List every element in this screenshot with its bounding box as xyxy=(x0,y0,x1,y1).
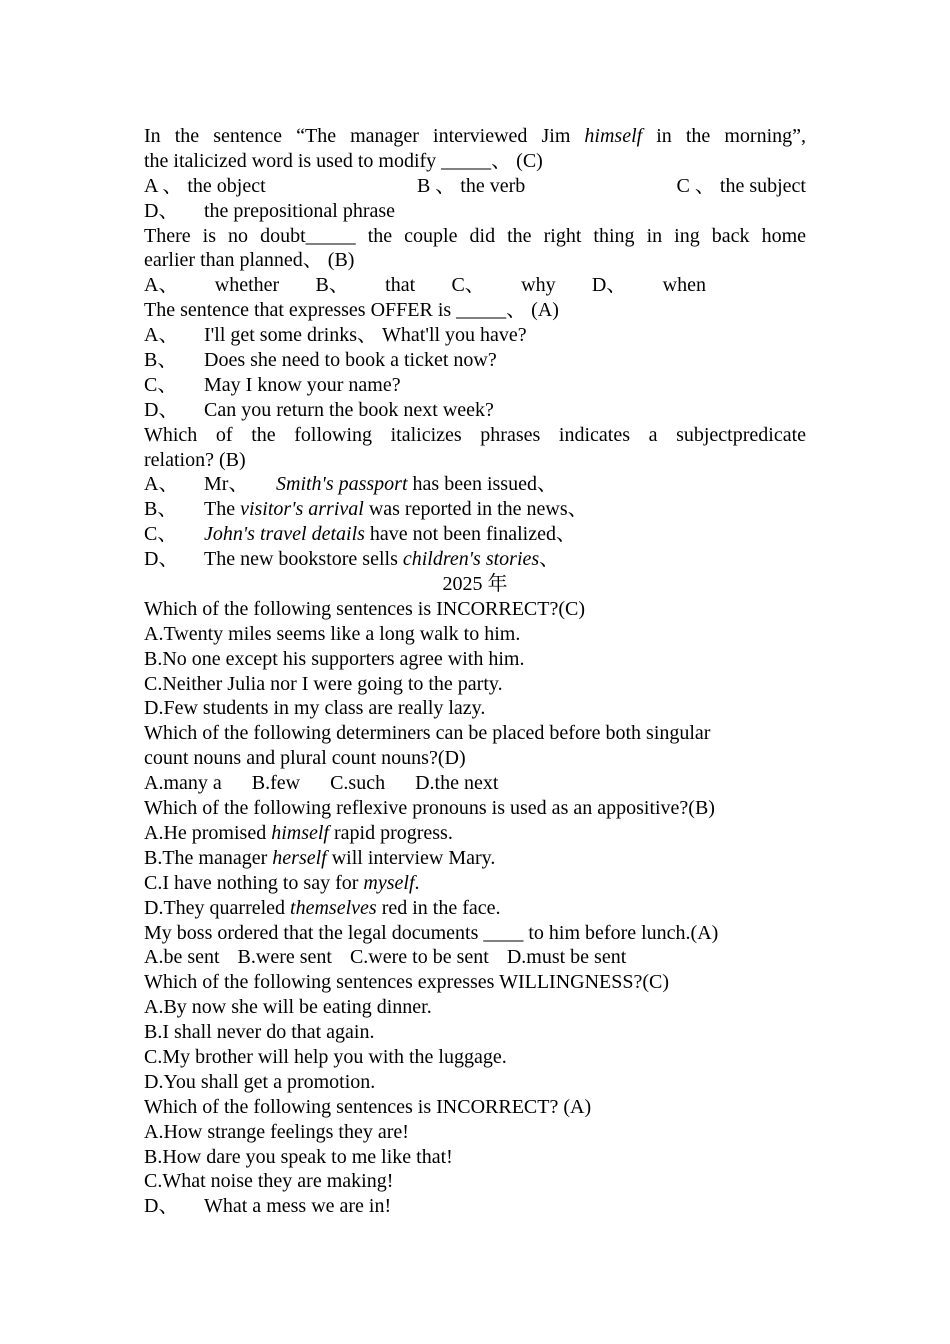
q9-option-c: C.My brother will help you with the luggage. xyxy=(144,1045,507,1068)
q3-option-b: B、 Does she need to book a ticket now? xyxy=(144,349,497,372)
q5-stem: Which of the following sentences is INCORRECT?(C) xyxy=(144,597,586,620)
q10-option-c: C.What noise they are making! xyxy=(144,1170,394,1193)
q7-option-c: C.I have nothing to say for myself. xyxy=(144,871,420,894)
q8-options: A.be sent B.were sent C.were to be sent D.must be sent xyxy=(144,946,627,969)
q9-option-b: B.I shall never do that again. xyxy=(144,1021,375,1044)
q2-option-d: when xyxy=(662,274,706,297)
q7-option-b: B.The manager herself will interview Mary. xyxy=(144,846,496,869)
q5-option-c: C.Neither Julia nor I were going to the party. xyxy=(144,672,503,695)
q2-label-a: A、 xyxy=(144,274,179,297)
q4-option-d: D、 The new bookstore sells children's stories、 xyxy=(144,548,560,571)
q1-stem-line2: the italicized word is used to modify _____、 (C) xyxy=(144,149,543,172)
q2-option-c: why xyxy=(521,274,556,297)
q1-stem-line1: In the sentence “The manager interviewed Jim himself in the morning”, xyxy=(144,125,806,147)
q5-option-b: B.No one except his supporters agree with him. xyxy=(144,647,525,670)
q1-option-d: D、 the prepositional phrase xyxy=(144,199,396,222)
q4-stem-line1: Which of the following italicizes phrases indicates a subjectpredicate xyxy=(144,423,806,446)
q6-stem-line2: count nouns and plural count nouns?(D) xyxy=(144,747,466,770)
q6-stem-line1: Which of the following determiners can be placed before both singular xyxy=(144,722,711,745)
q1-option-c: C 、 the subject xyxy=(676,174,806,197)
q5-option-a: A.Twenty miles seems like a long walk to him. xyxy=(144,622,521,645)
q2-label-c: C、 xyxy=(451,274,485,297)
q1-options xyxy=(144,174,806,199)
q2-label-b: B、 xyxy=(315,274,349,297)
q2-option-b: that xyxy=(385,274,416,297)
q3-stem: The sentence that expresses OFFER is _____、 (A) xyxy=(144,299,559,322)
q2-stem-line2: earlier than planned、 (B) xyxy=(144,249,355,272)
q1-option-a: A 、 the object xyxy=(144,174,266,197)
q5-option-d: D.Few students in my class are really lazy. xyxy=(144,697,486,720)
document-page xyxy=(144,124,806,1219)
q2-option-a: whether xyxy=(214,274,280,297)
q2-options xyxy=(144,273,706,298)
q9-stem: Which of the following sentences expresses WILLINGNESS?(C) xyxy=(144,971,670,994)
q4-option-b: B、 The visitor's arrival was reported in the news、 xyxy=(144,498,588,521)
q4-stem-line2: relation? (B) xyxy=(144,448,246,471)
q6-options: A.many a B.few C.such D.the next xyxy=(144,772,499,795)
q8-stem: My boss ordered that the legal documents ____ to him before lunch.(A) xyxy=(144,921,719,944)
q7-option-d: D.They quarreled themselves red in the face. xyxy=(144,896,501,919)
q9-option-a: A.By now she will be eating dinner. xyxy=(144,996,432,1019)
q7-stem: Which of the following reflexive pronouns is used as an appositive?(B) xyxy=(144,797,715,820)
q4-option-c: C、 John's travel details have not been finalized、 xyxy=(144,523,576,546)
q10-option-b: B.How dare you speak to me like that! xyxy=(144,1145,453,1168)
q3-option-a: A、 I'll get some drinks、 What'll you have? xyxy=(144,324,527,347)
year-heading: 2025 年 xyxy=(442,573,508,596)
q2-label-d: D、 xyxy=(591,274,627,297)
q4-option-a: A、 Mr、 Smith's passport has been issued、 xyxy=(144,473,557,496)
q2-stem-line1: There is no doubt_____ the couple did the right thing in ing back home xyxy=(144,224,806,247)
q10-option-d: D、 What a mess we are in! xyxy=(144,1195,392,1218)
q10-option-a: A.How strange feelings they are! xyxy=(144,1120,409,1143)
q10-stem: Which of the following sentences is INCORRECT? (A) xyxy=(144,1095,592,1118)
q1-option-b: B 、 the verb xyxy=(416,174,526,197)
q9-option-d: D.You shall get a promotion. xyxy=(144,1070,376,1093)
q7-option-a: A.He promised himself rapid progress. xyxy=(144,821,453,844)
q3-option-d: D、 Can you return the book next week? xyxy=(144,398,494,421)
q3-option-c: C、 May I know your name? xyxy=(144,373,401,396)
